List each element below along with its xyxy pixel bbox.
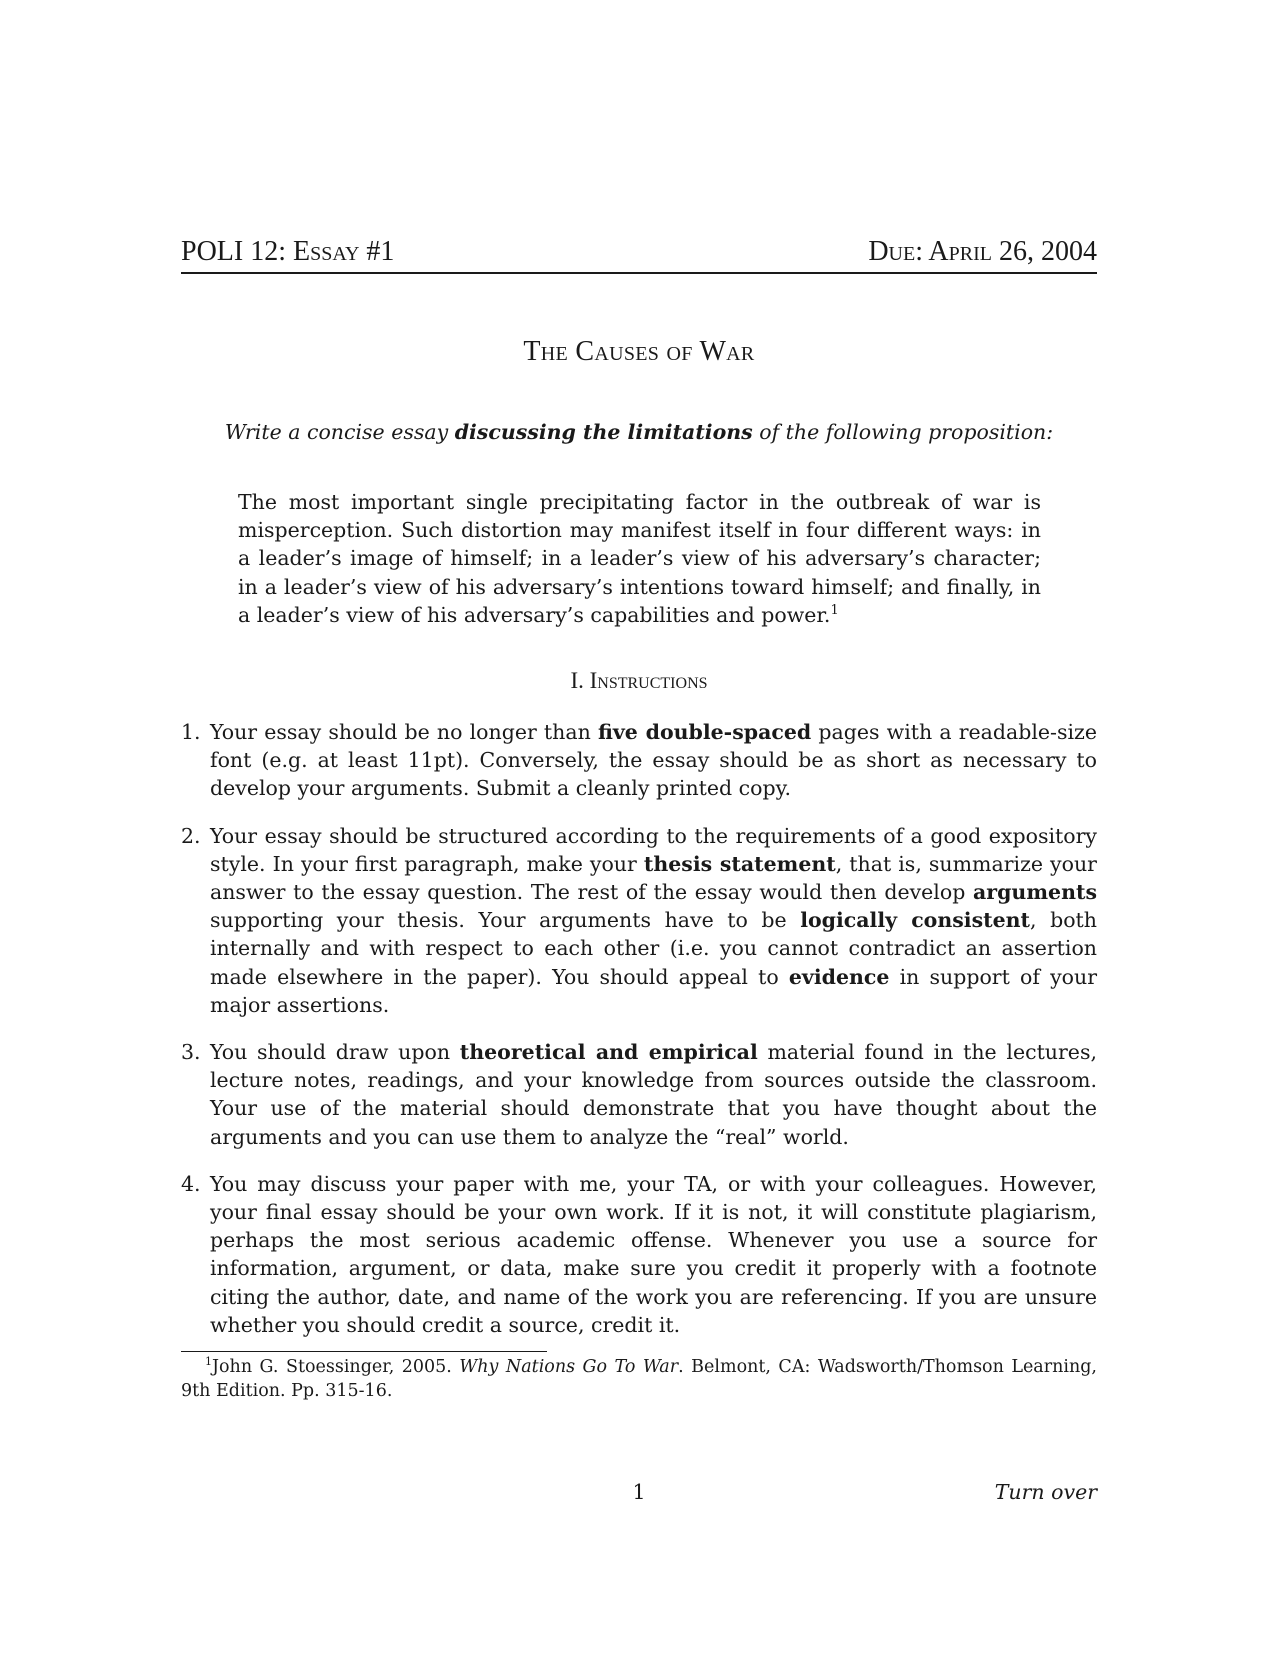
turn-over-note: Turn over xyxy=(994,1480,1097,1504)
item-text: , that is, summarize your answer to the essay question. The rest of the essay would then develop xyxy=(210,851,1097,905)
essay-title: The Causes of War xyxy=(523,336,755,367)
item-text: supporting your thesis. Your arguments have to be xyxy=(210,908,801,933)
list-item xyxy=(181,1038,1097,1151)
quote-text: The most important single precipitating factor in the outbreak of war is misperception. Such distortion may manifest itself in four different ways: in a leader’s image of himself; in a leader’s view of his adversary’s character; in a leader’s view of his adversary’s intentions toward himself; and finally, in a leader’s view of his adversary’s capabilities and power. xyxy=(238,490,1041,627)
item-text: Your essay should be structured according to the requirements of a good expository style. In your first paragraph, make your xyxy=(210,823,1097,876)
item-emphasis: arguments xyxy=(973,880,1097,905)
item-emphasis: evidence xyxy=(788,964,890,989)
item-emphasis: logically consistent xyxy=(800,908,1031,933)
section-heading: I. Instructions xyxy=(570,668,708,693)
item-emphasis: thesis statement xyxy=(643,851,836,876)
page-number: 1 xyxy=(632,1480,646,1504)
item-text: Your essay should be no longer than xyxy=(210,720,598,744)
instructions-list xyxy=(181,718,1097,1358)
prompt-bold: discussing the limitations xyxy=(454,420,753,444)
footnote-mark: 1 xyxy=(205,1355,212,1369)
list-item xyxy=(181,1170,1097,1339)
footnote-reference: 1 xyxy=(830,602,839,618)
item-text: material found in the lectures, lecture notes, readings, and your knowledge from sources outside the classroom. Your use of the material should demonstrate that you have thought about the arguments and you can use them to analyze the “real” world. xyxy=(210,1040,1097,1149)
item-text: You should draw upon xyxy=(210,1040,460,1065)
prompt-pre: Write a concise essay xyxy=(224,420,455,444)
item-emphasis: theoretical and empirical xyxy=(459,1040,758,1065)
item-emphasis: five double-spaced xyxy=(597,720,812,744)
footnote-book-title: Why Nations Go To War xyxy=(459,1357,679,1377)
item-number: 3. xyxy=(181,1040,201,1065)
prompt-post: of the following proposition: xyxy=(752,420,1054,444)
document-page xyxy=(181,0,1097,1656)
page-header xyxy=(181,232,1097,274)
item-number: 1. xyxy=(181,720,201,744)
footnote-rule xyxy=(181,1351,547,1352)
footnote xyxy=(181,1355,1097,1403)
item-text: in support of your major assertions. xyxy=(210,964,1097,1017)
due-date: Due: April 26, 2004 xyxy=(868,236,1097,267)
proposition-quote xyxy=(238,488,1041,629)
item-number: 2. xyxy=(181,823,201,848)
footnote-post: . Belmont, CA: Wadsworth/Thomson Learning, 9th Edition. Pp. 315-16. xyxy=(181,1357,1097,1401)
essay-prompt xyxy=(181,420,1097,444)
item-number: 4. xyxy=(181,1171,201,1196)
list-item xyxy=(181,718,1097,803)
course-label: POLI 12: Essay #1 xyxy=(181,236,395,267)
list-item xyxy=(181,822,1097,1019)
item-text: You may discuss your paper with me, your TA, or with your colleagues. However, your final essay should be your own work. If it is not, it will constitute plagiarism, perhaps the most serious academic offense. Whenever you use a source for information, argument, or data, make sure you credit it properly with a footnote citing the author, date, and name of the work you are referencing. If you are unsure whether you should credit a source, credit it. xyxy=(210,1171,1097,1337)
item-text: pages with a readable-size font (e.g. at least 11pt). Conversely, the essay should be as short as necessary to develop your arguments. Submit a cleanly printed copy. xyxy=(210,720,1097,801)
footnote-pre: John G. Stoessinger, 2005. xyxy=(212,1357,460,1377)
item-text: , both internally and with respect to each other (i.e. you cannot contradict an assertion made elsewhere in the paper). You should appeal to xyxy=(210,908,1097,989)
